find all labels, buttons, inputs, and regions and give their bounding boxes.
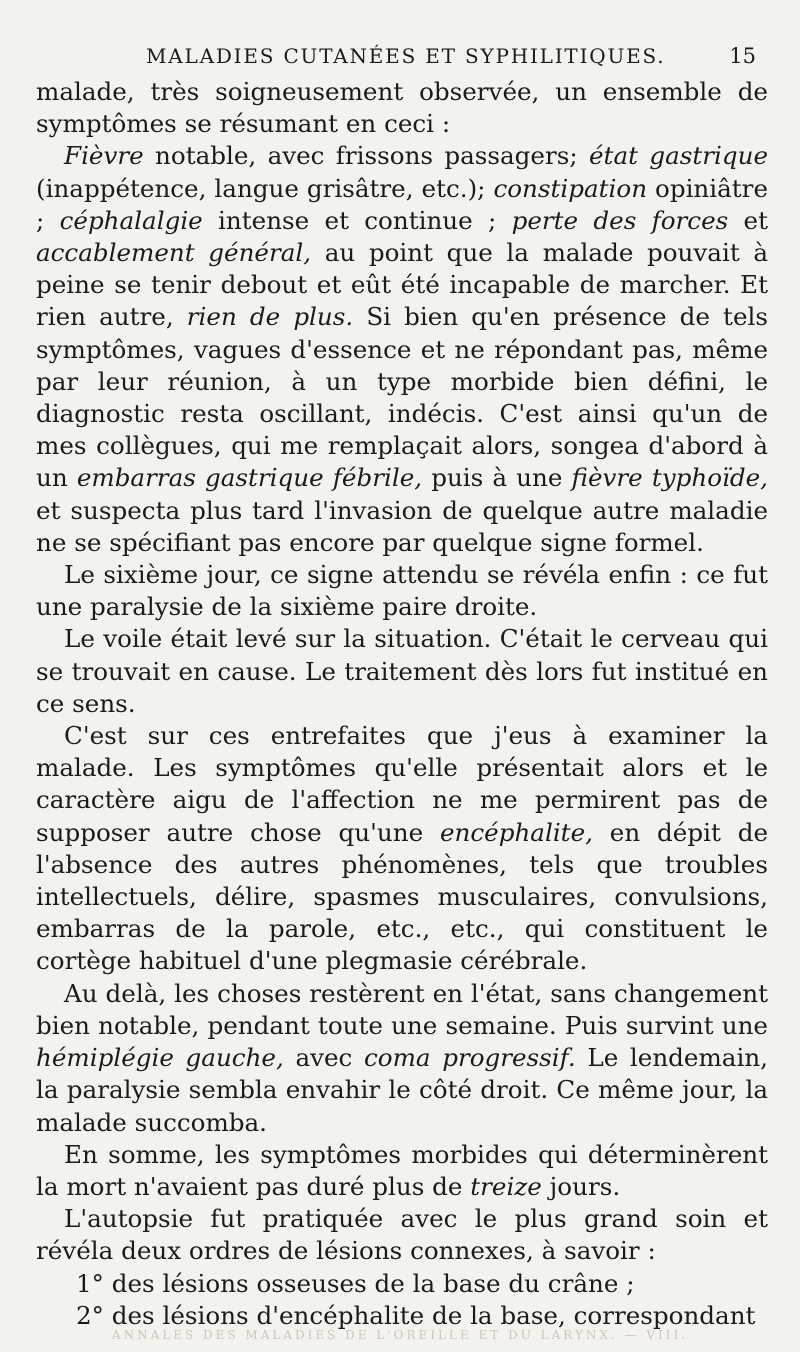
page-footer: ANNALES DES MALADIES DE L'OREILLE ET DU LARYNX. — VIII. (111, 1328, 689, 1342)
paragraph (36, 978, 768, 1139)
italic-text: encéphalite, (439, 817, 593, 847)
paragraph (36, 720, 768, 978)
body-text (36, 76, 768, 1332)
italic-text: coma progressif. (363, 1043, 576, 1073)
text-run: en dépit de l'absence des autres phénomènes, tels que troubles intellectuels, délire, spasmes musculaires, convulsions, embarras de la parole, etc., etc., qui constituent le cortège habituel d'une plegmasie cérébrale. (36, 817, 769, 976)
italic-text: constipation (493, 173, 648, 203)
text-run: et suspecta plus tard l'invasion de quelque autre maladie ne se spécifiant pas encore par quelque signe formel. (36, 495, 768, 557)
italic-text: céphalalgie (59, 205, 203, 235)
text-run: notable, avec frissons passagers; (143, 141, 589, 171)
italic-text: Fièvre (64, 141, 144, 171)
text-run: Si bien qu'en présence de tels symptômes, vagues d'essence et ne répondant pas, même par leur réunion, à un type morbide bien défini, le diagnostic resta oscillant, indécis. C'est ainsi qu'un de mes collègues, qui me remplaçait alors, songea d'abord à un (36, 302, 768, 493)
italic-text: fièvre typhoïde, (571, 463, 768, 493)
list-item: 2° des lésions d'encéphalite de la base, correspondant (76, 1300, 756, 1330)
paragraph (36, 1203, 768, 1267)
italic-text: état gastrique (589, 141, 768, 171)
text-run: opiniâtre ; (36, 173, 768, 235)
italic-text: rien de plus. (186, 302, 354, 332)
text-run: C'est sur ces entrefaites que j'eus à examiner la malade. Les symptômes qu'elle présentait alors et le caractère aigu de l'affection ne me permirent pas de supposer autre chose qu'une (36, 721, 768, 847)
text-run: Le voile était levé sur la situation. C'était le cerveau qui se trouvait en cause. Le traitement dès lors fut institué en ce sens. (36, 624, 768, 718)
text-run: Le sixième jour, ce signe attendu se révéla enfin : ce fut une paralysie de la sixième paire droite. (36, 560, 768, 622)
text-run: jours. (541, 1171, 621, 1201)
italic-text: treize (470, 1171, 542, 1201)
text-run: et (728, 205, 768, 235)
page-header (36, 38, 764, 72)
page-number: 15 (729, 44, 756, 68)
paragraph (36, 140, 768, 559)
text-run: intense et continue ; (202, 205, 512, 235)
text-run: En somme, les symptômes morbides qui déterminèrent la mort n'avaient pas duré plus de (36, 1139, 768, 1201)
text-run: malade, très soigneusement observée, un ensemble de symptômes se résumant en ceci : (36, 77, 768, 139)
paragraph (36, 623, 768, 720)
text-run: puis à une (422, 463, 572, 493)
paragraph (36, 1139, 768, 1203)
italic-text: perte des forces (511, 205, 729, 235)
paragraph (36, 76, 768, 140)
paragraph (36, 559, 768, 623)
text-run: au point que la malade pouvait à peine se tenir debout et eût été incapable de marcher. Et rien autre, (36, 238, 769, 332)
italic-text: accablement général, (36, 238, 312, 268)
text-run: Au delà, les choses restèrent en l'état, sans changement bien notable, pendant toute une semaine. Puis survint une (36, 978, 768, 1040)
italic-text: hémiplégie gauche, (36, 1043, 284, 1073)
text-run: Le lendemain, la paralysie sembla envahir le côté droit. Ce même jour, la malade succomba. (36, 1043, 768, 1137)
text-run: avec (283, 1043, 364, 1073)
running-title: MALADIES CUTANÉES ET SYPHILITIQUES. (146, 44, 666, 68)
list-item: 1° des lésions osseuses de la base du crâne ; (76, 1268, 635, 1298)
italic-text: embarras gastrique fébrile, (76, 463, 423, 493)
text-run: L'autopsie fut pratiquée avec le plus grand soin et révéla deux ordres de lésions connexes, à savoir : (36, 1204, 768, 1266)
text-run: (inappétence, langue grisâtre, etc.); (36, 173, 494, 203)
